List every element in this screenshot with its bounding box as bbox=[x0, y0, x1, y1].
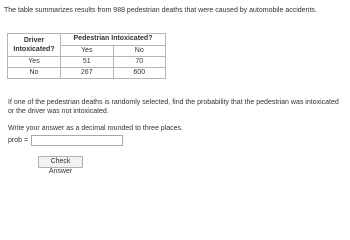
column-header-yes: Yes bbox=[61, 45, 114, 57]
contingency-table bbox=[7, 33, 166, 79]
row-label-no: No bbox=[8, 68, 61, 79]
row-label-yes: Yes bbox=[8, 57, 61, 68]
table-cell: 51 bbox=[61, 57, 114, 68]
question-text: If one of the pedestrian deaths is randomly selected, find the probability that the pedestrian was intoxicated or the driver was not intoxicated. bbox=[8, 99, 339, 115]
check-answer-button[interactable]: Check Answer bbox=[38, 156, 83, 168]
driver-header-line1: Driver bbox=[23, 37, 45, 44]
driver-intoxicated-header bbox=[8, 34, 61, 57]
pedestrian-intoxicated-header: Pedestrian Intoxicated? bbox=[61, 34, 166, 46]
table-cell: 600 bbox=[113, 68, 166, 79]
table-header-row bbox=[8, 34, 166, 46]
column-header-no: No bbox=[113, 45, 166, 57]
prob-input[interactable] bbox=[31, 135, 123, 146]
problem-intro: The table summarizes results from 988 pedestrian deaths that were caused by automobile accidents. bbox=[4, 7, 317, 14]
table-cell: 70 bbox=[113, 57, 166, 68]
driver-header-line2: Intoxicated? bbox=[13, 46, 55, 53]
instruction-text: Write your answer as a decimal rounded to three places. bbox=[8, 125, 183, 132]
table-cell: 267 bbox=[61, 68, 114, 79]
answer-row bbox=[8, 134, 123, 146]
table-row bbox=[8, 57, 166, 68]
prob-label: prob = bbox=[8, 136, 29, 144]
table-row bbox=[8, 68, 166, 79]
